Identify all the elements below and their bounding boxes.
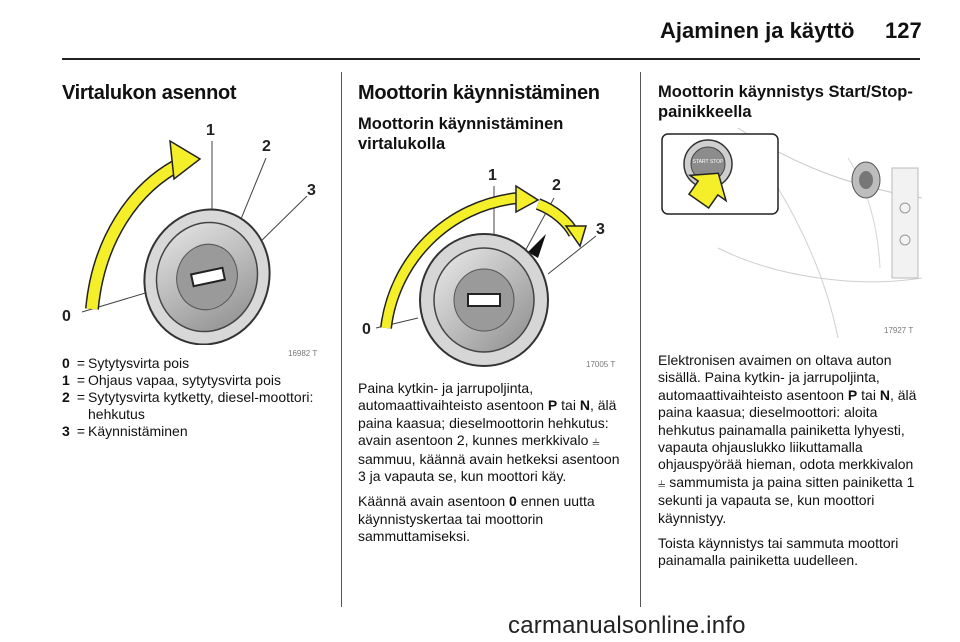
gear-p: P <box>847 386 858 403</box>
ignition-lock-diagram <box>62 113 324 345</box>
legend-item <box>62 355 324 372</box>
position-legend <box>62 355 324 440</box>
running-header-title: Ajaminen ja käyttö <box>660 18 855 43</box>
position-line-3 <box>548 236 596 274</box>
legend-text: Käynnistäminen <box>88 423 188 439</box>
ignition-figure <box>62 113 324 358</box>
center-console <box>892 168 918 278</box>
glow-plug-icon: ⫨ <box>592 434 600 450</box>
text-run: ennen uutta käynnistyskertaa tai moottorin sammuttamiseksi. <box>358 493 595 545</box>
subheading-key-start: Moottorin käynnistäminen virtalukolla <box>358 115 564 153</box>
text-run: , älä paina kaasua; dieselmoottori: aloita hehkutus painamalla painiketta lyhyesti, vapauta ohjauslukko liikuttamalla ohjauspyörää hieman, odota merkkivalon <box>658 386 917 473</box>
text-run: Paina kytkin- ja jarrupoljinta, automaattivaihteisto asentoon <box>358 380 548 414</box>
legend-key: 2 <box>62 389 70 405</box>
gear-p: P <box>547 397 558 414</box>
arrow-head-icon <box>516 186 538 212</box>
figure-label-3: 3 <box>307 182 316 199</box>
key-slot <box>468 294 500 306</box>
column-ignition-positions <box>62 72 324 440</box>
legend-eq: = <box>76 372 86 388</box>
paragraph-start-stop-procedure <box>658 352 922 527</box>
gear-n: N <box>579 397 590 414</box>
watermark: carmanualsonline.info <box>508 612 746 639</box>
legend-key: 0 <box>62 355 70 371</box>
legend-item <box>62 372 324 389</box>
figure-label-1: 1 <box>206 122 215 139</box>
column-start-stop <box>658 72 922 570</box>
text-run: tai <box>557 397 580 414</box>
paragraph-restart <box>358 493 624 545</box>
legend-eq: = <box>76 389 86 405</box>
start-stop-diagram <box>658 128 922 338</box>
legend-text: Ohjaus vapaa, sytytysvirta pois <box>88 372 281 388</box>
text-run: tai <box>857 386 880 403</box>
legend-key: 3 <box>62 423 70 439</box>
column-divider-2 <box>640 72 641 607</box>
text-run: sammumista ja paina sitten painiketta 1 sekunti ja vapauta se, kun moottori käynnistyy. <box>658 473 915 526</box>
figure-label-3: 3 <box>596 221 605 238</box>
text-run: Käännä avain asentoon <box>358 493 510 510</box>
remote-button-center <box>859 171 873 189</box>
subheading-start-stop: Moottorin käynnistys Start/Stop-painikkeella <box>658 83 913 121</box>
column-engine-start <box>358 72 624 546</box>
legend-text: Sytytysvirta kytketty, diesel-moottori: hehkutus <box>88 389 314 422</box>
button-label: START STOP <box>692 159 724 165</box>
column-divider-1 <box>341 72 342 607</box>
figure-code: 17927 T <box>884 326 914 335</box>
start-stop-figure <box>658 128 922 338</box>
text-run: Elektronisen avaimen on oltava auton sisällä. Paina kytkin- ja jarrupoljinta, automaattivaihteisto asentoon <box>658 352 892 403</box>
paragraph-stop: Toista käynnistys tai sammuta moottori painamalla painiketta uudelleen. <box>658 535 899 569</box>
legend-item <box>62 423 324 440</box>
paragraph-start-procedure <box>358 380 624 485</box>
figure-label-2: 2 <box>262 138 271 155</box>
figure-code: 17005 T <box>586 360 616 369</box>
legend-key: 1 <box>62 372 70 388</box>
section-heading-engine-start: Moottorin käynnistäminen <box>358 82 600 104</box>
header-rule <box>62 58 920 60</box>
figure-label-2: 2 <box>552 177 561 194</box>
arrow-head-icon <box>170 141 200 179</box>
section-heading-ignition-positions: Virtalukon asennot <box>62 82 237 104</box>
position-zero: 0 <box>509 493 517 510</box>
figure-label-0: 0 <box>62 308 71 325</box>
legend-text: Sytytysvirta pois <box>88 355 190 371</box>
legend-eq: = <box>76 423 86 439</box>
key-start-diagram <box>358 160 624 370</box>
gear-n: N <box>879 386 890 403</box>
legend-item <box>62 389 324 423</box>
text-run: , älä paina kaasua; dieselmoottorin hehkutus: avain asentoon 2, kunnes merkkivalo <box>358 397 617 449</box>
key-start-figure <box>358 160 624 370</box>
page-number: 127 <box>885 18 922 43</box>
legend-eq: = <box>76 355 86 371</box>
position-line-3 <box>256 196 307 246</box>
figure-code: 16982 T <box>288 349 318 358</box>
figure-label-1: 1 <box>488 167 497 184</box>
glow-plug-icon: ⫨ <box>658 475 666 491</box>
figure-label-0: 0 <box>362 321 371 338</box>
text-run: sammuu, käännä avain hetkeksi asentoon 3 ja vapauta se, kun moottori käy. <box>358 450 620 485</box>
